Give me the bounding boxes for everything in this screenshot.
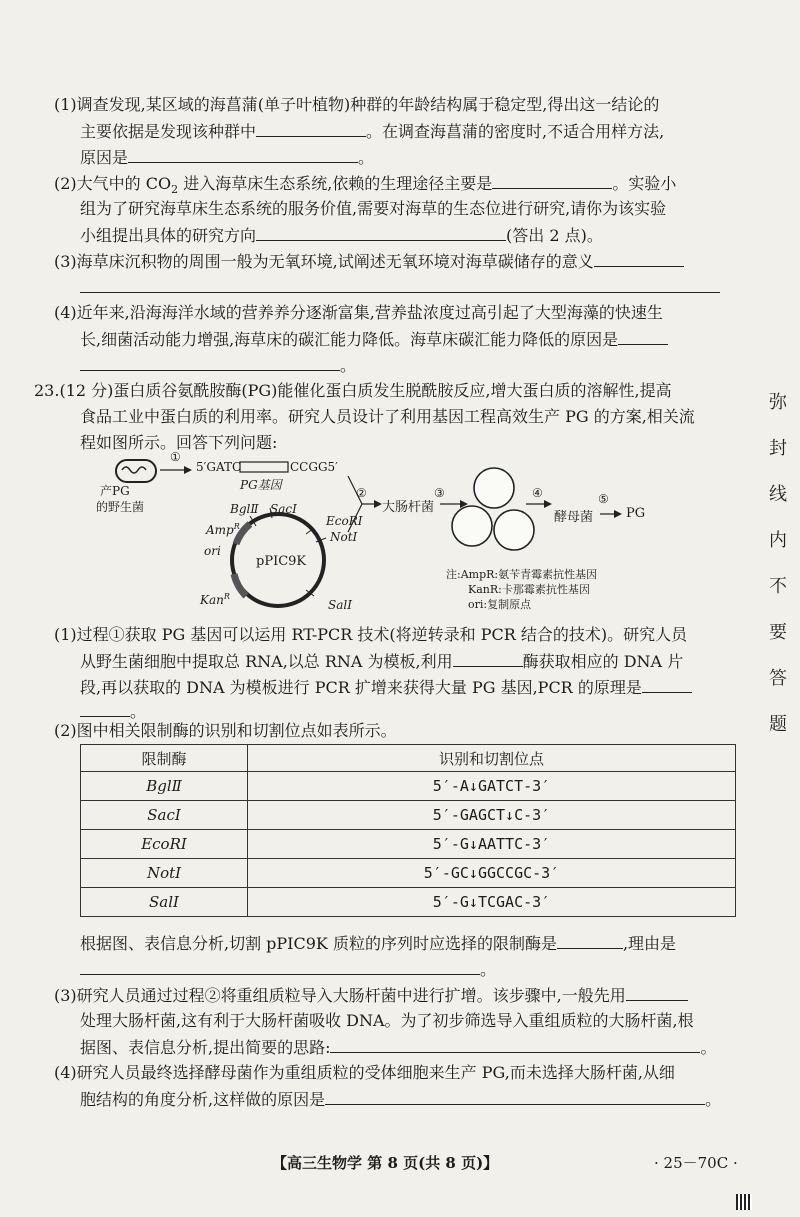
sali-site-label: SalⅠ [328, 598, 352, 612]
s2-line-a: (2)图中相关限制酶的识别和切割位点如表所示。 [54, 721, 397, 740]
cut-site: 5′-GC↓GGCCGC-3′ [248, 859, 736, 888]
q3-line-a: (3)海草床沉积物的周围一般为无氧环境,试阐述无氧环境对海草碳储存的意义 [54, 250, 684, 273]
wild-strain-label: 产PG [100, 484, 130, 498]
s3-line-b: 处理大肠杆菌,这有利于大肠杆菌吸收 DNA。为了初步筛选导入重组质粒的大肠杆菌,根 [80, 1011, 694, 1030]
answer-blank[interactable] [80, 958, 480, 975]
table-row [81, 859, 736, 888]
yeast-label: 酵母菌 [554, 510, 594, 525]
q23-line-b: 食品工业中蛋白质的利用率。研究人员设计了利用基因工程高效生产 PG 的方案,相关流 [80, 407, 695, 426]
enzyme-name: SacⅠ [81, 801, 248, 830]
seal-line-text: 弥 封 线 内 不 要 答 题 [769, 392, 787, 735]
s1-line-b: 从野生菌细胞中提取总 RNA,以总 RNA 为模板,利用 酶获取相应的 DNA 片 [80, 652, 684, 671]
q1-line-c: 原因是 。 [80, 148, 375, 167]
answer-blank[interactable] [80, 700, 130, 717]
answer-blank[interactable] [618, 328, 668, 345]
page-footer-code: · 25－70C · [654, 1154, 738, 1172]
ori-label: ori [204, 544, 221, 558]
cut-site: 5′-A↓GATCT-3′ [248, 772, 736, 801]
enzyme-name: SalⅠ [81, 888, 248, 917]
answer-blank[interactable] [330, 1036, 700, 1053]
step-4-label: ④ [532, 486, 543, 500]
enzyme-name: EcoRⅠ [81, 830, 248, 859]
step-5-label: ⑤ [598, 492, 609, 506]
s4-line-b: 胞结构的角度分析,这样做的原因是 。 [80, 1090, 722, 1109]
q1-line-b: 主要依据是发现该种群中 。在调查海菖蒲的密度时,不适合用样方法, [80, 122, 665, 141]
answer-blank[interactable] [642, 676, 692, 693]
s3-line-a: (3)研究人员通过过程②将重组质粒导入大肠杆菌中进行扩增。该步骤中,一般先用 [54, 984, 688, 1007]
step-3-label: ③ [434, 486, 445, 500]
s3-line-c: 据图、表信息分析,提出简要的思路: 。 [80, 1038, 717, 1057]
q4-line-c: 。 [80, 354, 356, 377]
s1-line-d: 。 [80, 700, 146, 723]
answer-blank[interactable] [80, 354, 340, 371]
q3-line-b [80, 276, 720, 299]
s1-line-c: 段,再以获取的 DNA 为模板进行 PCR 扩增来获得大量 PG 基因,PCR 的原理是 [80, 676, 692, 699]
q2-line-a: (2)大气中的 $CO_2$ 进入海草床生态系统,依赖的生理途径主要是 。实验小 [54, 174, 677, 197]
header-enzyme: 限制酶 [81, 745, 248, 772]
plasmid-name-label: pPIC9K [256, 554, 307, 569]
note-ori: ori:复制原点 [468, 598, 532, 611]
table-row [81, 772, 736, 801]
wild-strain-label-2: 的野生菌 [96, 500, 145, 514]
answer-blank[interactable] [128, 146, 358, 163]
q4-line-b: 长,细菌活动能力增强,海草床的碳汇能力降低。海草床碳汇能力降低的原因是 [80, 328, 668, 351]
answer-blank[interactable] [256, 224, 506, 241]
pg-gene-label: PG基因 [240, 478, 282, 492]
answer-blank[interactable] [626, 984, 688, 1001]
sequence-right: CCGG5′ [290, 460, 338, 474]
sequence-left: 5′GATC [196, 460, 242, 474]
saci-site-label: SacⅠ [270, 502, 297, 516]
q1-line-a: (1)调查发现,某区域的海菖蒲(单子叶植物)种群的年龄结构属于稳定型,得出这一结论的 [54, 95, 660, 114]
pg-gene-box [240, 462, 288, 472]
step-2-label: ② [356, 486, 367, 500]
pg-product-label: PG [626, 506, 646, 521]
answer-blank[interactable] [256, 120, 366, 137]
q4-line-a: (4)近年来,沿海海洋水域的营养养分逐渐富集,营养盐浓度过高引起了大型海藻的快速生 [54, 303, 663, 322]
ecoli-colonies-icon [452, 468, 534, 550]
noti-site-label: NotⅠ [330, 530, 358, 544]
note-kanr: KanR:卡那霉素抗性基因 [468, 583, 590, 596]
table-row [81, 801, 736, 830]
page-footer-title: 【高三生物学 第 8 页(共 8 页)】 [272, 1154, 499, 1172]
table-row [81, 888, 736, 917]
answer-blank[interactable] [325, 1088, 705, 1105]
restriction-enzyme-table [80, 744, 736, 917]
ecoli-label: 大肠杆菌 [382, 500, 435, 515]
note-ampr: 注:AmpR:氨苄青霉素抗性基因 [446, 568, 598, 581]
cut-site: 5′-G↓TCGAC-3′ [248, 888, 736, 917]
s4-line-a: (4)研究人员最终选择酵母菌作为重组质粒的受体细胞来生产 PG,而未选择大肠杆菌,从细 [54, 1063, 675, 1082]
answer-blank[interactable] [453, 650, 523, 667]
q23-line-a: 23.(12 分)蛋白质谷氨酰胺酶(PG)能催化蛋白质发生脱酰胺反应,增大蛋白质的溶解性,提高 [34, 381, 672, 400]
table-header-row [81, 745, 736, 772]
enzyme-name: BglⅡ [81, 772, 248, 801]
table-row [81, 830, 736, 859]
s1-line-a: (1)过程①获取 PG 基因可以运用 RT-PCR 技术(将逆转录和 PCR 结合的技术)。研究人员 [54, 625, 688, 644]
q2-line-c: 小组提出具体的研究方向 (答出 2 点)。 [80, 226, 603, 245]
kanr-label: Kan$^R$ [200, 592, 230, 607]
qr-code-icon [736, 1194, 752, 1210]
q2-line-b: 组为了研究海草床生态系统的服务价值,需要对海草的生态位进行研究,请你为该实验 [80, 199, 667, 218]
wild-bacterium-icon [116, 460, 156, 482]
answer-blank[interactable] [557, 932, 623, 949]
step-1-label: ① [170, 450, 181, 464]
cut-site: 5′-G↓AATTC-3′ [248, 830, 736, 859]
gene-engineering-flow-diagram [96, 448, 660, 618]
enzyme-name: NotⅠ [81, 859, 248, 888]
answer-blank[interactable] [80, 276, 720, 293]
header-site: 识别和切割位点 [248, 745, 736, 772]
ecori-site-label: EcoRⅠ [326, 514, 363, 528]
answer-blank[interactable] [492, 172, 612, 189]
bglii-site-label: BglⅡ [230, 502, 259, 516]
s2-line-b: 根据图、表信息分析,切割 pPIC9K 质粒的序列时应选择的限制酶是 ,理由是 [80, 934, 677, 953]
cut-site: 5′-GAGCT↓C-3′ [248, 801, 736, 830]
s2-line-c: 。 [80, 958, 496, 981]
ampr-label: Amp$^R$ [206, 522, 240, 537]
answer-blank[interactable] [594, 250, 684, 267]
q23-line-c: 程如图所示。回答下列问题: [80, 433, 278, 452]
